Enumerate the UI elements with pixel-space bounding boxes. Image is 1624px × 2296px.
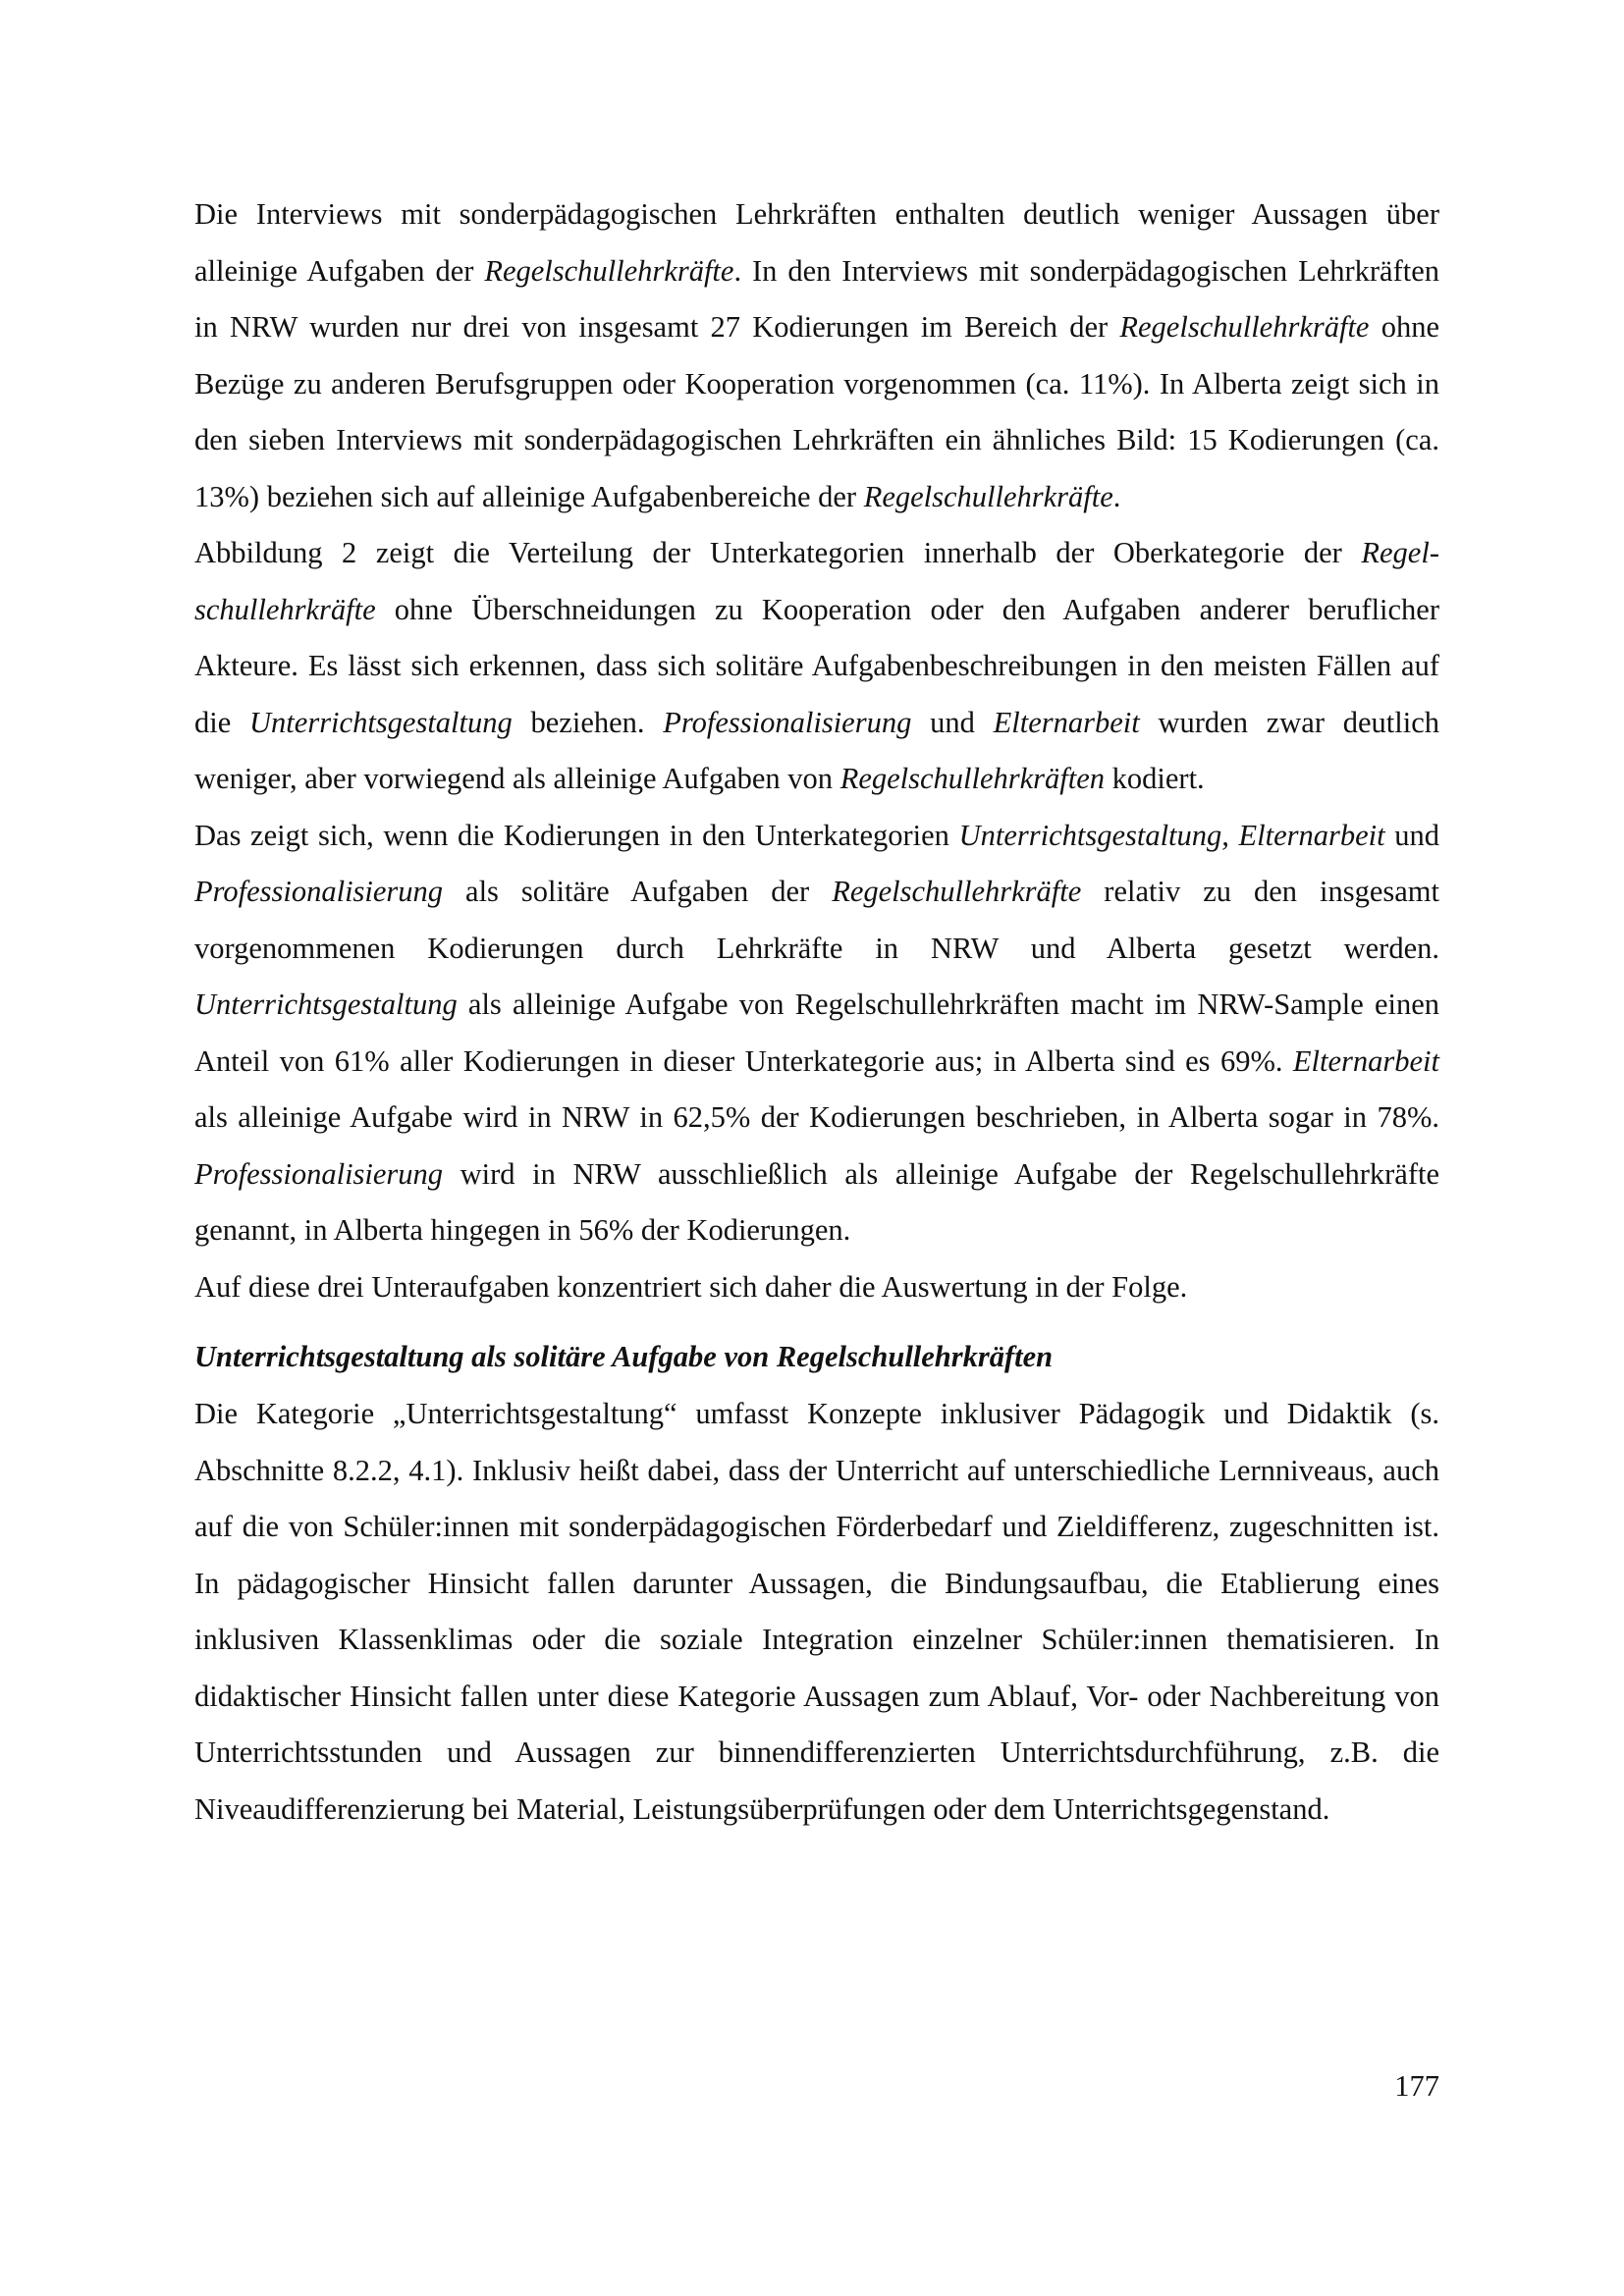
text-run: kodiert.	[1105, 762, 1205, 795]
text-run: .	[1112, 479, 1121, 513]
text-run: relativ zu den insgesamt vorgenommenen Kodierungen durch Lehrkräfte in NRW und Alberta gesetzt werden.	[194, 875, 1439, 965]
paragraph-4: Auf diese drei Unteraufgaben konzentriert sich daher die Auswertung in der Folge.	[194, 1269, 1188, 1304]
paragraph-1	[194, 187, 1439, 525]
text-run: als solitäre Aufgaben der	[443, 875, 833, 908]
text-run: und	[1384, 818, 1439, 852]
emphasis: Regelschullehrkräfte	[484, 253, 734, 288]
text-run: wurden zwar deutlich weniger, aber vorwiegend als alleinige Aufgaben von	[194, 705, 1440, 795]
text-run: ohne Überschneidungen zu Kooperation oder den Aufgaben anderer beruflicher Akteure. Es lässt sich erkennen, dass sich solitäre Aufgabenbeschreibungen in den meisten Fällen auf die	[194, 592, 1439, 739]
text-run: als alleinige Aufgabe wird in NRW in 62,5% der Kodierungen beschrieben, in Alberta sogar in 78%.	[194, 1100, 1439, 1134]
emphasis: Regelschullehrkräften	[839, 762, 1106, 795]
emphasis: Regelschullehrkräfte	[1119, 310, 1370, 344]
page-number: 177	[1394, 2069, 1439, 2103]
emphasis: Unterrichtsgestaltung, Elternarbeit	[958, 818, 1385, 852]
emphasis: Elternarbeit	[993, 705, 1140, 739]
text-run: Das zeigt sich, wenn die Kodierungen in den Unterkategorien	[194, 818, 959, 852]
emphasis: Professionalisierung	[194, 875, 444, 908]
text-run: Abbildung 2 zeigt die Verteilung der Unterkategorien innerhalb der Oberkategorie der	[194, 536, 1362, 569]
emphasis: Professionalisierung	[663, 705, 912, 739]
paragraph-3	[194, 808, 1439, 1259]
emphasis: Unterrichtsgestaltung	[194, 988, 458, 1021]
text-run: und	[911, 705, 994, 739]
text-run: beziehen.	[512, 705, 664, 739]
paragraph-5: Die Kategorie „Unterrichtsgestaltung“ umfasst Konzepte inklusiver Pädagogik und Didaktik (s. Abschnitte 8.2.2, 4.1). Inklusiv heißt dabei, dass der Unterricht auf unterschiedliche Lernniveaus, auch auf die von Schüler:innen mit sonderpädagogischen Förderbedarf und Zieldifferenz, zugeschnitten ist. In pädagogischer Hinsicht fallen darunter Aussagen, die Bindungsaufbau, die Etablierung eines inklusiven Klassenklimas oder die soziale Integration einzelner Schüler:innen thematisieren. In didaktischer Hinsicht fallen unter diese Kategorie Aussagen zum Ablauf, Vor- oder Nachbereitung von Unterrichtsstunden und Aussagen zur binnendifferenzierten Unterrichtsdurchführung, z.B. die Niveaudifferenzierung bei Material, Leistungsüberprüfungen oder dem Unterrichtsgegenstand.	[194, 1397, 1439, 1826]
emphasis: Professionalisierung	[194, 1156, 444, 1191]
emphasis: Regelschullehrkräfte	[832, 875, 1082, 908]
text-run: als alleinige Aufgabe von Regelschullehrkräften macht im NRW-Sample einen Anteil von 61% aller Kodierungen in dieser Unterkategorie aus; in Alberta sind es 69%.	[194, 988, 1439, 1078]
page-body	[194, 187, 1439, 1838]
emphasis: Unterrichtsgestaltung	[249, 705, 513, 739]
text-run: ohne Bezüge zu anderen Berufsgruppen oder Kooperation vorgenommen (ca. 11%). In Alberta zeigt sich in den sieben Interviews mit sonderpädagogischen Lehrkräften ein ähnliches Bild: 15 Kodierungen (ca. 13%) beziehen sich auf alleinige Aufgabenbereiche der	[194, 310, 1440, 513]
section-heading: Unterrichtsgestaltung als solitäre Aufgabe von Regelschullehrkräften	[194, 1340, 1054, 1373]
text-run: . In den Interviews mit sonderpädagogischen Lehrkräften in NRW wurden nur drei von insgesamt 27 Kodierungen im Bereich der	[194, 253, 1440, 344]
text-run: Die Interviews mit sonderpädagogischen Lehrkräften enthalten deutlich weniger Aussagen über alleinige Aufgaben der	[194, 197, 1439, 288]
text-run: wird in NRW ausschließlich als alleinige Aufgabe der Regelschullehrkräfte genannt, in Alberta hingegen in 56% der Kodierungen.	[194, 1156, 1439, 1247]
paragraph-2	[194, 525, 1439, 808]
emphasis: Regelschullehrkräfte	[863, 479, 1113, 513]
emphasis: Regelschullehrkräfte	[194, 536, 1439, 626]
emphasis: Elternarbeit	[1292, 1043, 1439, 1078]
